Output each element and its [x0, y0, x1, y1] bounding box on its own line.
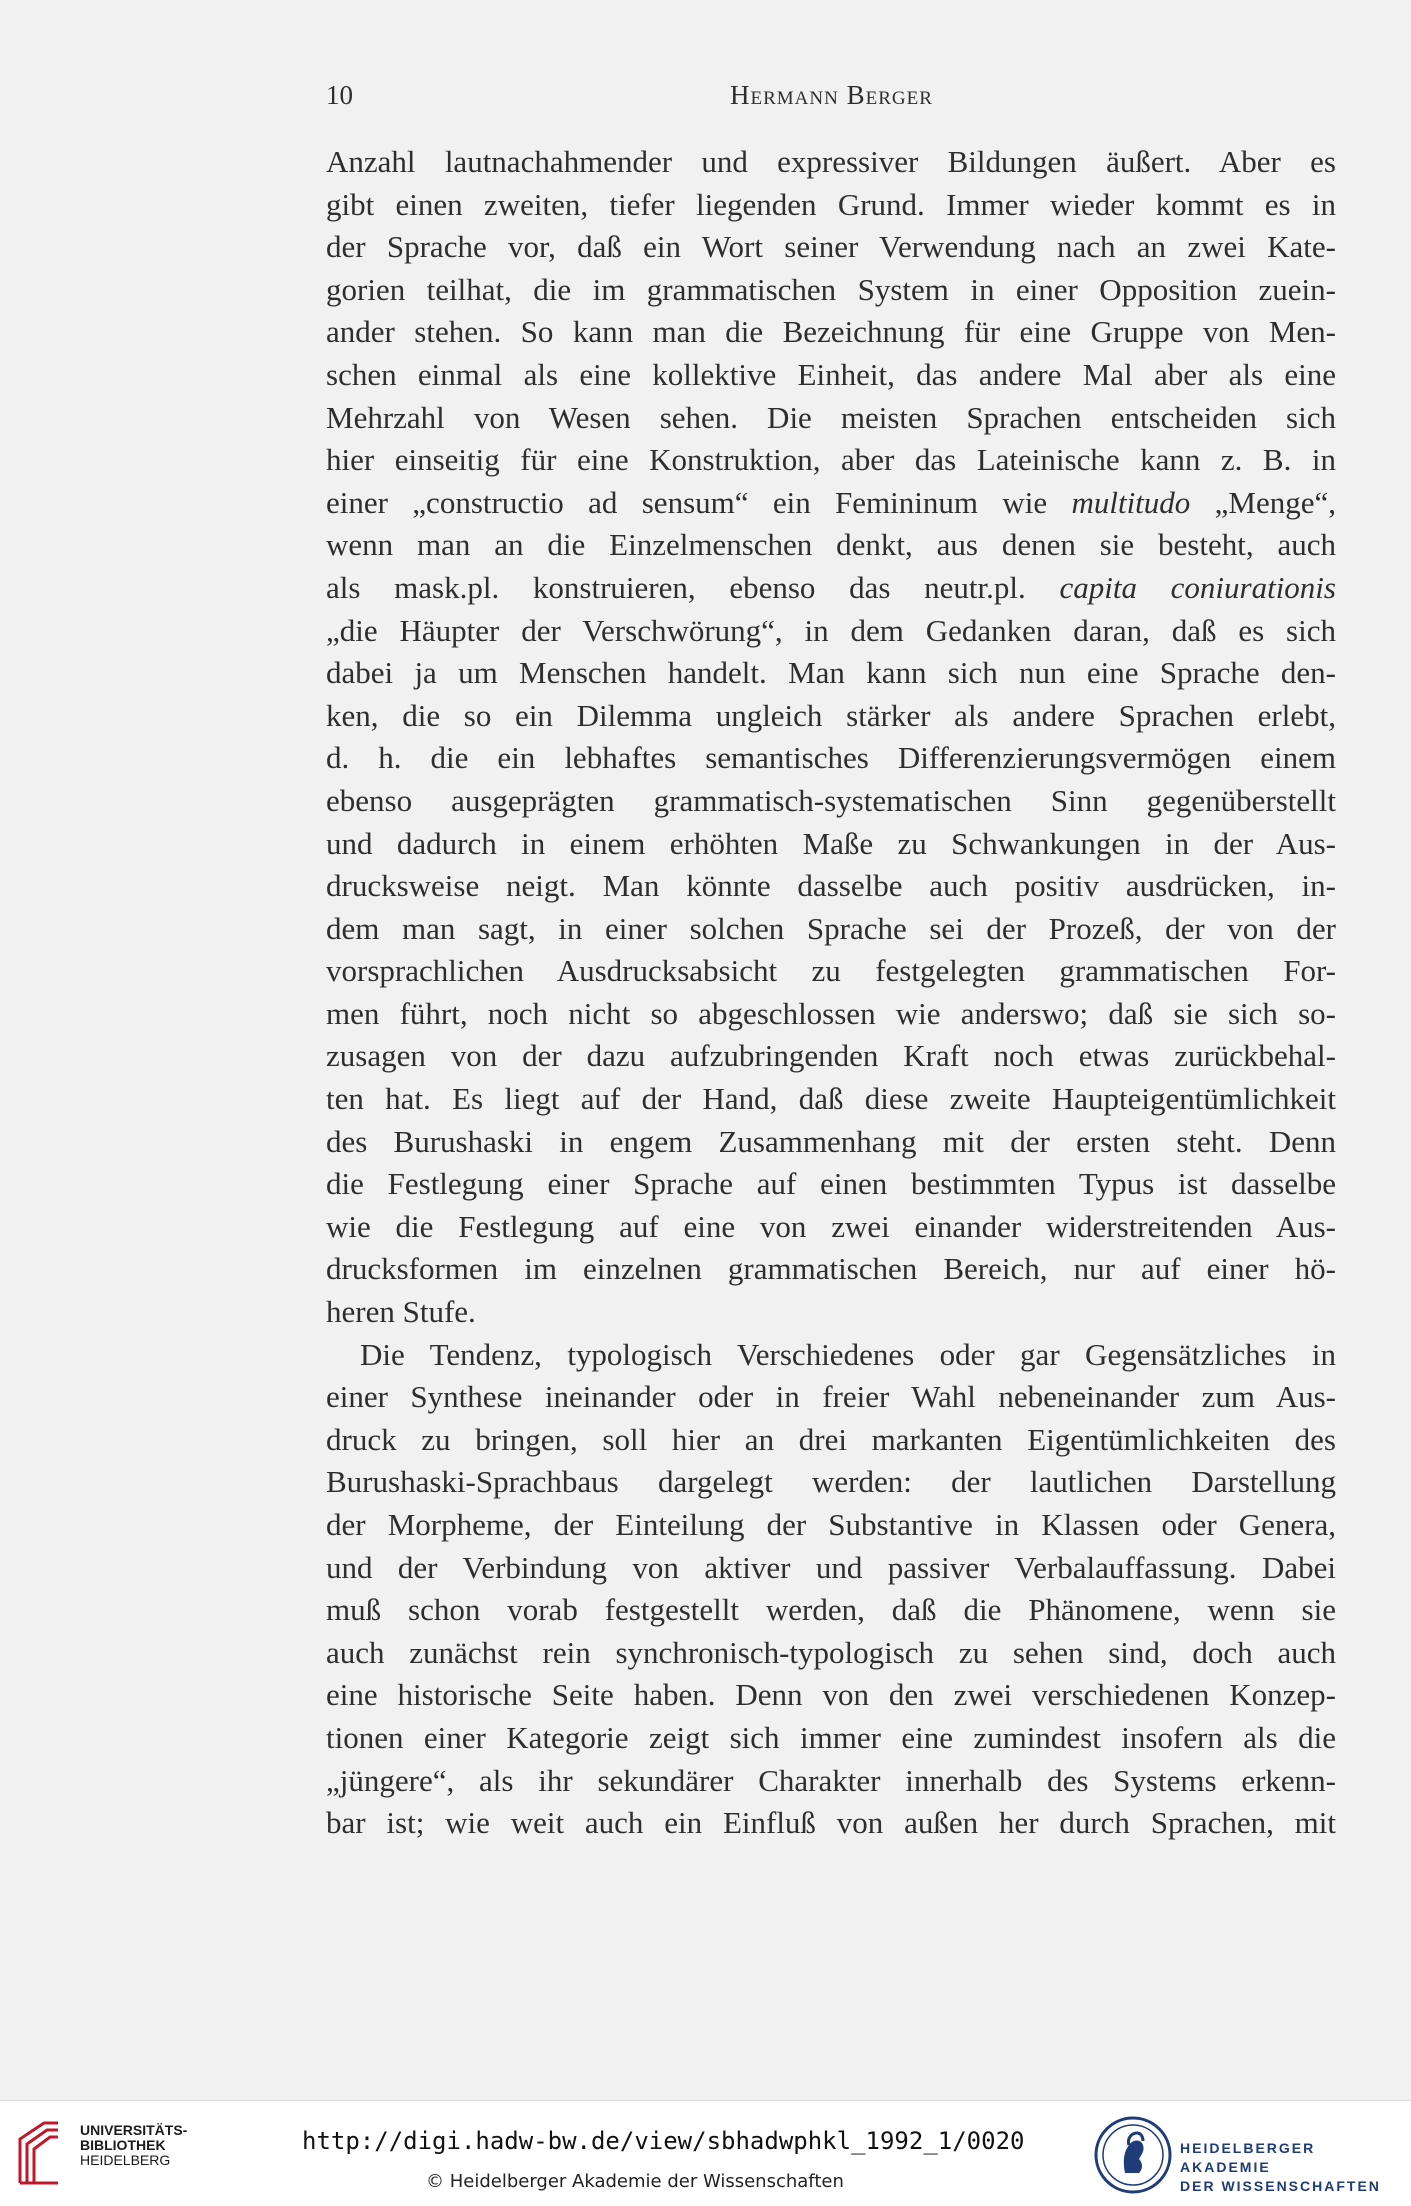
italic-term: multitudo [1071, 484, 1191, 520]
text-line: tionen einer Kategorie zeigt sich immer eine zumindest insofern als die [326, 1719, 1336, 1755]
academy-seal-icon [1093, 2115, 1173, 2200]
text-line: ebenso ausgeprägten grammatisch-systematischen Sinn gegenüberstellt [326, 782, 1336, 818]
text-line: der Morpheme, der Einteilung der Substantive in Klassen oder Genera, [326, 1507, 1336, 1542]
text-line: bar ist; wie weit auch ein Einfluß von außen her durch Sprachen, mit [326, 1805, 1336, 1841]
text-line: dem man sagt, in einer solchen Sprache sei der Prozeß, der von der [326, 910, 1336, 946]
text-line: des Burushaski in engem Zusammenhang mit der ersten steht. Denn [326, 1123, 1336, 1159]
text-line: der Sprache vor, daß ein Wort seiner Verwendung nach an zwei Kate- [326, 229, 1336, 265]
text-line: dabei ja um Menschen handelt. Man kann sich nun eine Sprache den- [326, 655, 1336, 691]
text-line: muß schon vorab festgestellt werden, daß die Phänomene, wenn sie [326, 1592, 1336, 1628]
text-line: gorien teilhat, die im grammatischen System in einer Opposition zuein- [326, 271, 1336, 307]
text-line: d. h. die ein lebhaftes semantisches Differenzierungsvermögen einem [326, 740, 1336, 776]
text-line: men führt, noch nicht so abgeschlossen wie anderswo; daß sie sich so- [326, 995, 1336, 1031]
academy-name: HEIDELBERGER AKADEMIE DER WISSENSCHAFTEN [1180, 2140, 1381, 2194]
text-line: Burushaski-Sprachbaus dargelegt werden: der lautlichen Darstellung [326, 1464, 1336, 1500]
text-line: Die Tendenz, typologisch Verschiedenes oder gar Gegensätzliches in [360, 1336, 1336, 1372]
text-line: ten hat. Es liegt auf der Hand, daß diese zweite Haupteigentümlichkeit [326, 1081, 1336, 1117]
text-line: hier einseitig für eine Konstruktion, aber das Lateinische kann z. B. in [326, 442, 1336, 478]
university-library-logo-icon [14, 2117, 74, 2192]
text-line: und dadurch in einem erhöhten Maße zu Schwankungen in der Aus- [326, 825, 1336, 861]
text-line: schen einmal als eine kollektive Einheit, das andere Mal aber als eine [326, 356, 1336, 392]
permalink-url[interactable]: http://digi.hadw-bw.de/view/sbhadwphkl_1992_1/0020 [302, 2127, 1025, 2155]
text-line: als mask.pl. konstruieren, ebenso das neutr.pl. capita coniurationis [326, 569, 1336, 605]
text-line: wie die Festlegung auf eine von zwei einander widerstreitenden Aus- [326, 1208, 1336, 1244]
body-text [326, 141, 1336, 1845]
text-line: auch zunächst rein synchronisch-typologisch zu sehen sind, doch auch [326, 1634, 1336, 1670]
text-line: ander stehen. So kann man die Bezeichnung für eine Gruppe von Men- [326, 314, 1336, 350]
text-line: die Festlegung einer Sprache auf einen bestimmten Typus ist dasselbe [326, 1166, 1336, 1202]
footer-bar [0, 2100, 1411, 2206]
text-line: drucksweise neigt. Man könnte dasselbe auch positiv ausdrücken, in- [326, 868, 1336, 904]
running-head: Hermann Berger [730, 80, 933, 110]
text-line: einer Synthese ineinander oder in freier Wahl nebeneinander zum Aus- [326, 1379, 1336, 1415]
text-line: vorsprachlichen Ausdrucksabsicht zu festgelegten grammatischen For- [326, 953, 1336, 989]
text-line: wenn man an die Einzelmenschen denkt, aus denen sie besteht, auch [326, 527, 1336, 563]
text-line: Mehrzahl von Wesen sehen. Die meisten Sprachen entscheiden sich [326, 399, 1336, 435]
text-line: gibt einen zweiten, tiefer liegenden Grund. Immer wieder kommt es in [326, 186, 1336, 222]
text-line: druck zu bringen, soll hier an drei markanten Eigentümlichkeiten des [326, 1421, 1336, 1457]
text-line: heren Stufe. [326, 1294, 476, 1330]
page-number: 10 [326, 80, 353, 110]
university-library-name: UNIVERSITÄTS- BIBLIOTHEK HEIDELBERG [80, 2122, 188, 2168]
text-line: „jüngere“, als ihr sekundärer Charakter innerhalb des Systems erkenn- [326, 1762, 1336, 1798]
text-line: drucksformen im einzelnen grammatischen Bereich, nur auf einer hö- [326, 1251, 1336, 1287]
text-line: ken, die so ein Dilemma ungleich stärker als andere Sprachen erlebt, [326, 697, 1336, 733]
text-line: zusagen von der dazu aufzubringenden Kraft noch etwas zurückbehal- [326, 1038, 1336, 1074]
text-line: eine historische Seite haben. Denn von den zwei verschiedenen Konzep- [326, 1677, 1336, 1713]
italic-term: capita coniurationis [1059, 569, 1336, 605]
text-line: und der Verbindung von aktiver und passiver Verbalauffassung. Dabei [326, 1549, 1336, 1585]
copyright-notice: © Heidelberger Akademie der Wissenschaften [426, 2171, 844, 2192]
text-line: Anzahl lautnachahmender und expressiver Bildungen äußert. Aber es [326, 144, 1336, 179]
text-line: „die Häupter der Verschwörung“, in dem Gedanken daran, daß es sich [326, 612, 1336, 648]
text-line: einer „constructio ad sensum“ ein Femininum wie multitudo „Menge“, [326, 484, 1336, 520]
